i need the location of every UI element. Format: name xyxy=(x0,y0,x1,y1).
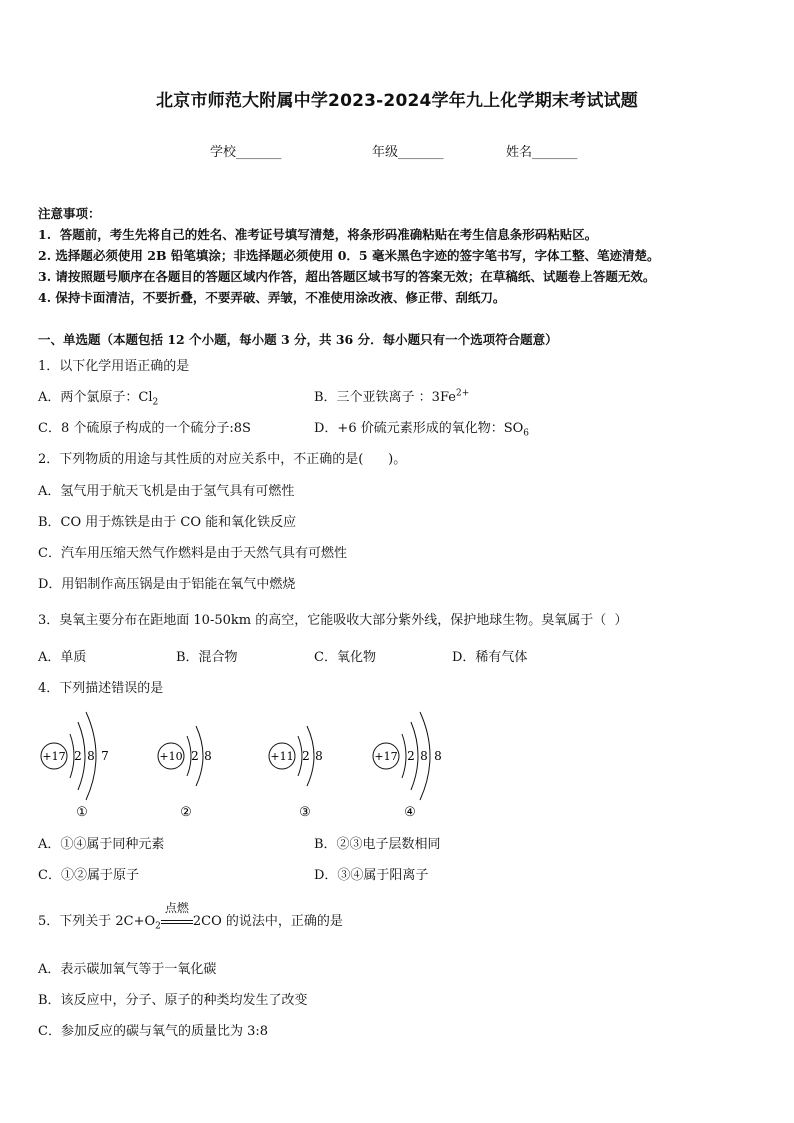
question-5-stem: 5．下列关于 $2C+O_2$ 点燃 2CO 的说法中，正确的是 xyxy=(38,900,343,932)
atom-diagram-1 xyxy=(41,712,109,820)
name-field: 姓名_______ xyxy=(506,145,578,160)
atom-label: ③ xyxy=(299,805,311,820)
nucleus-charge: +11 xyxy=(270,750,294,763)
q3-option-a: A．单质 xyxy=(38,650,87,665)
question-4-stem: 4．下列描述错误的是 xyxy=(38,681,164,696)
shell-electrons: 8 xyxy=(87,749,95,763)
q4-option-b: B．②③电子层数相同 xyxy=(314,837,441,852)
question-1-stem: 1．以下化学用语正确的是 xyxy=(38,359,190,374)
shell-electrons: 2 xyxy=(74,749,82,763)
shell-electrons: 8 xyxy=(420,749,428,763)
atom-label: ④ xyxy=(404,805,416,820)
q4-option-c: C．①②属于原子 xyxy=(38,868,139,883)
q3-option-c: C．氧化物 xyxy=(314,650,376,665)
q3-option-d: D．稀有气体 xyxy=(452,650,528,665)
notice-item: 4. 保持卡面清洁，不要折叠，不要弄破、弄皱，不准使用涂改液、修正带、刮纸刀。 xyxy=(38,290,506,305)
reaction-arrow xyxy=(161,900,193,929)
shell-electrons: 2 xyxy=(191,749,199,763)
q1-option-b: B．三个亚铁离子 ：$3Fe^{2+}$ xyxy=(314,388,470,405)
notice-item: 1. 答题前，考生先将自己的姓名、准考证号填写清楚，将条形码准确粘贴在考生信息条形码粘贴区。 xyxy=(38,227,598,242)
nucleus-charge: +17 xyxy=(374,750,398,763)
q1-option-c: C．8 个硫原子构成的一个硫分子:8S xyxy=(38,421,251,436)
notice-heading: 注意事项： xyxy=(38,206,101,221)
question-2-stem: 2．下列物质的用途与其性质的对应关系中，不正确的是( )。 xyxy=(38,452,407,467)
atom-label: ① xyxy=(76,805,88,820)
q2-option-b: B．CO 用于炼铁是由于 CO 能和氧化铁反应 xyxy=(38,515,297,530)
school-field: 学校_______ xyxy=(210,145,282,160)
nucleus-charge: +17 xyxy=(42,750,66,763)
reaction-condition: 点燃 xyxy=(164,900,189,915)
section-heading: 一、单选题（本题包括 12 个小题，每小题 3 分，共 36 分．每小题只有一个选项符合题意） xyxy=(38,332,558,347)
q2-option-a: A．氢气用于航天飞机是由于氢气具有可燃性 xyxy=(38,484,295,499)
notice-item: 3. 请按照题号顺序在各题目的答题区域内作答，超出答题区域书写的答案无效；在草稿纸、试题卷上答题无效。 xyxy=(38,269,656,284)
shell-electrons: 8 xyxy=(315,749,323,763)
shell-electrons: 8 xyxy=(204,749,212,763)
q1-option-d: D．+6 价硫元素形成的氧化物：$SO_6$ xyxy=(314,421,530,439)
shell-electrons: 2 xyxy=(407,749,415,763)
nucleus-charge: +10 xyxy=(159,750,183,763)
shell-electrons: 2 xyxy=(302,749,310,763)
atom-diagram-2 xyxy=(158,726,212,820)
question-3-stem: 3．臭氧主要分布在距地面 10-50km 的高空，它能吸收大部分紫外线，保护地球生物。臭氧属于（ ） xyxy=(38,613,628,628)
q5-option-c: C．参加反应的碳与氧气的质量比为 3:8 xyxy=(38,1024,269,1039)
q5-option-b: B．该反应中，分子、原子的种类均发生了改变 xyxy=(38,993,308,1008)
atom-label: ② xyxy=(180,805,192,820)
q2-option-c: C．汽车用压缩天然气作燃料是由于天然气具有可燃性 xyxy=(38,546,347,561)
q4-option-a: A．①④属于同种元素 xyxy=(38,837,165,852)
q1-option-a: A．两个氯原子：$Cl_2$ xyxy=(38,390,159,408)
atom-structure-diagrams xyxy=(0,700,794,830)
shell-electrons: 7 xyxy=(101,749,109,763)
q2-option-d: D．用铝制作高压锅是由于铝能在氧气中燃烧 xyxy=(38,577,296,592)
q3-option-b: B．混合物 xyxy=(176,650,238,665)
grade-field: 年级_______ xyxy=(372,145,444,160)
q4-option-d: D．③④属于阳离子 xyxy=(314,868,429,883)
q5-option-a: A．表示碳加氧气等于一氧化碳 xyxy=(38,962,217,977)
notice-item: 2. 选择题必须使用 2B 铅笔填涂；非选择题必须使用 0．5 毫米黑色字迹的签字笔书写，字体工整、笔迹清楚。 xyxy=(38,248,660,263)
atom-diagram-3 xyxy=(269,726,323,820)
page-title: 北京市师范大附属中学2023-2024学年九上化学期末考试试题 xyxy=(156,91,638,111)
shell-electrons: 8 xyxy=(434,749,442,763)
atom-diagram-4 xyxy=(373,712,442,820)
